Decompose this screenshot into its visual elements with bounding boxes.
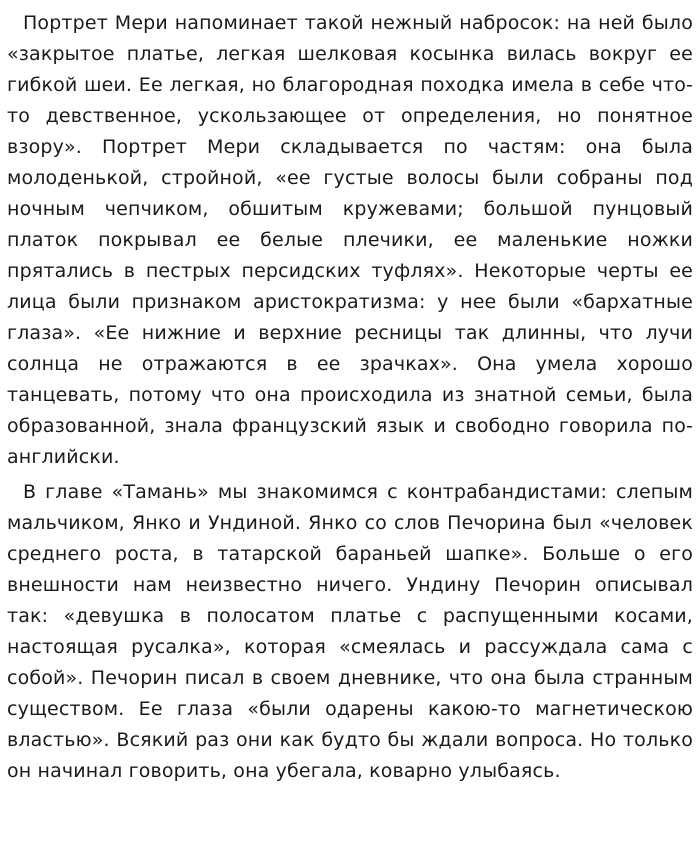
paragraph-taman-smugglers: В главе «Тамань» мы знакомимся с контрабандистами: слепым мальчиком, Янко и Ундиной. Янко со слов Печорина был «человек среднего роста, в татарской бараньей шапке». Больше о его внешности нам неизвестно ничего. Ундину Печорин описывал так: «девушка в полосатом платье с распущенными косами, настоящая русалка», которая «смеялась и рассуждала сама с собой». Печорин писал в своем дневнике, что она была странным существом. Ее глаза «были одарены какою-то магнетическою властью». Всякий раз они как будто бы ждали вопроса. Но только он начинал говорить, она убегала, коварно улыбаясь. (7, 481, 693, 782)
paragraph-mary-portrait: Портрет Мери напоминает такой нежный набросок: на ней было «закрытое платье, легкая шелковая косынка вилась вокруг ее гибкой шеи. Ее легкая, но благородная походка имела в себе что-то девственное, ускользающее от определения, но понятное взору». Портрет Мери складывается по частям: она была молоденькой, стройной, «ее густые волосы были собраны под ночным чепчиком, обшитым кружевами; большой пунцовый платок покрывал ее белые плечики, ее маленькие ножки прятались в пестрых персидских туфлях». Некоторые черты ее лица были признаком аристократизма: у нее были «бархатные глаза». «Ее нижние и верхние ресницы так длинны, что лучи солнца не отражаются в ее зрачках». Она умела хорошо танцевать, потому что она происходила из знатной семьи, была образованной, знала французский язык и свободно говорила по-английски. (7, 12, 693, 468)
